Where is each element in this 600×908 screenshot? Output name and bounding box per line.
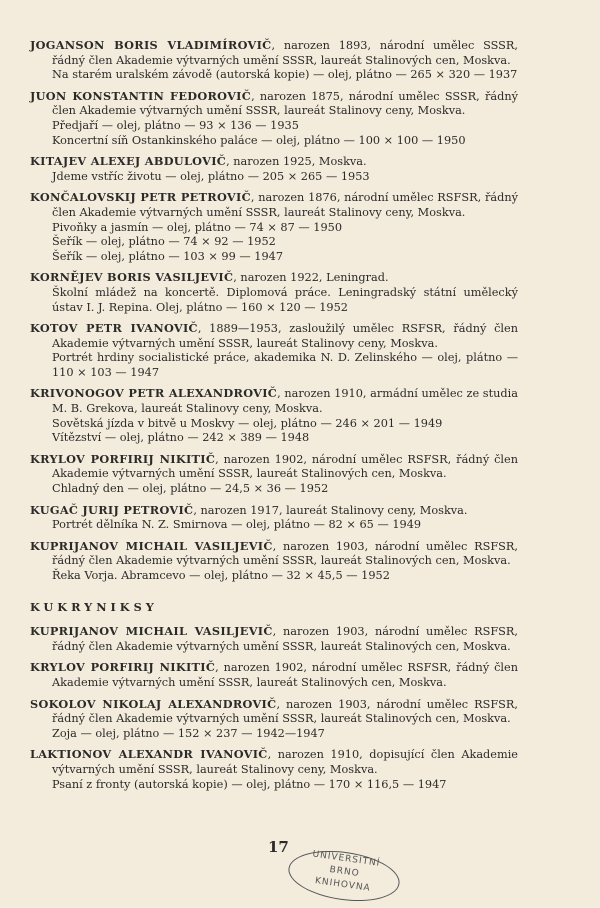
artist-name: KITAJEV ALEXEJ ABDULOVIČ xyxy=(30,154,227,169)
artist-entry xyxy=(30,503,518,533)
artist-name: LAKTIONOV ALEXANDR IVANOVIČ xyxy=(30,747,268,762)
artwork-line: Koncertní síň Ostankinského paláce — olej, plátno — 100 × 100 — 1950 xyxy=(52,133,466,147)
artist-entry xyxy=(30,624,518,654)
artwork-line: Školní mládež na koncertě. Diplomová práce. Leningradský státní umělecký ústav I. J. Repina. Olej, plátno — 160 × 120 — 1952 xyxy=(52,285,518,314)
artist-bio: , narozen 1902, národní umělec RSFSR, řádný člen Akademie výtvarných umění SSSR, laureát Stalinových cen, Moskva. xyxy=(52,661,519,689)
artwork-line: Portrét hrdiny socialistické práce, akademika N. D. Zelinského — olej, plátno — 110 × 103 — 1947 xyxy=(52,351,518,379)
artist-heading xyxy=(30,539,518,569)
artist-name: KOTOV PETR IVANOVIČ xyxy=(30,321,198,336)
artist-entry xyxy=(30,270,518,315)
section-title: KUKRYNIKSY xyxy=(30,599,158,614)
artist-heading xyxy=(30,660,518,690)
artwork-line: Pivoňky a jasmín — olej, plátno — 74 × 87 — 1950 xyxy=(52,220,343,234)
artwork-line: Předjaří — olej, plátno — 93 × 136 — 1935 xyxy=(52,118,299,132)
artist-name: KUPRIJANOV MICHAIL VASILJEVIČ xyxy=(30,624,273,639)
artist-bio: , narozen 1903, národní umělec RSFSR, řádný člen Akademie výtvarných umění SSSR, laureát Stalinových cen, Moskva. xyxy=(52,625,519,653)
artist-heading xyxy=(30,321,518,351)
stamp-line-1: UNIVERSITNÍ xyxy=(311,849,381,869)
artist-name: KRIVONOGOV PETR ALEXANDROVIČ xyxy=(30,386,278,401)
page-number: 17 xyxy=(268,838,289,856)
stamp-line-3: KNIHOVNA xyxy=(314,876,372,894)
artist-heading xyxy=(30,38,518,68)
artist-entry xyxy=(30,697,518,742)
artist-name: KUGAČ JURIJ PETROVIČ xyxy=(30,502,194,517)
artist-bio: , 1889—1953, zasloužilý umělec RSFSR, řádný člen Akademie výtvarných umění SSSR, laureát Stalinovy ceny, Moskva. xyxy=(52,322,518,350)
artist-heading xyxy=(30,270,518,286)
artist-entry xyxy=(30,154,518,184)
artwork-line: Zoja — olej, plátno — 152 × 237 — 1942—1947 xyxy=(52,726,325,740)
artist-name: KRYLOV PORFIRIJ NIKITIČ xyxy=(30,660,216,675)
artist-heading xyxy=(30,697,518,727)
artist-bio: , narozen 1902, národní umělec RSFSR, řádný člen Akademie výtvarných umění SSSR, laureát Stalinových cen, Moskva. xyxy=(52,452,519,481)
artist-heading xyxy=(30,452,518,482)
artist-entry xyxy=(30,660,518,690)
artist-bio: , narozen 1903, národní umělec RSFSR, řádný člen Akademie výtvarných umění SSSR, laureát Stalinových cen, Moskva. xyxy=(52,697,518,726)
artwork-line: Portrét dělníka N. Z. Smirnova — olej, plátno — 82 × 65 — 1949 xyxy=(52,518,422,532)
artist-bio: , narozen 1917, laureát Stalinovy ceny, Moskva. xyxy=(193,503,468,517)
artwork-line: Psaní z fronty (autorská kopie) — olej, plátno — 170 × 116,5 — 1947 xyxy=(52,777,447,791)
artist-heading xyxy=(30,89,518,119)
section-entries xyxy=(30,624,518,792)
library-stamp xyxy=(285,844,403,907)
artist-entry xyxy=(30,386,518,445)
artwork-line: Šeřík — olej, plátno — 74 × 92 — 1952 xyxy=(52,235,276,249)
artwork-line: Řeka Vorja. Abramcevo — olej, plátno — 32 × 45,5 — 1952 xyxy=(52,569,390,582)
artist-name: KRYLOV PORFIRIJ NIKITIČ xyxy=(30,451,216,466)
artist-heading xyxy=(30,624,518,654)
artwork-line: Vítězství — olej, plátno — 242 × 389 — 1948 xyxy=(52,431,310,445)
artwork-line: Šeřík — olej, plátno — 103 × 99 — 1947 xyxy=(52,249,284,263)
artist-heading xyxy=(30,154,518,170)
artist-entry xyxy=(30,747,518,792)
artist-heading xyxy=(30,190,518,220)
artwork-line: Jdeme vstříc životu — olej, plátno — 205 × 265 — 1953 xyxy=(52,169,370,183)
artist-name: SOKOLOV NIKOLAJ ALEXANDROVIČ xyxy=(30,696,277,711)
artist-heading xyxy=(30,503,518,519)
artist-name: KUPRIJANOV MICHAIL VASILJEVIČ xyxy=(30,538,273,553)
artist-entries xyxy=(30,38,518,584)
catalog-page xyxy=(30,38,518,798)
artist-name: KORNĚJEV BORIS VASILJEVIČ xyxy=(30,270,234,285)
artist-name: JOGANSON BORIS VLADIMÍROVIČ xyxy=(30,38,272,52)
artist-bio: , narozen 1922, Leningrad. xyxy=(233,271,389,285)
artist-bio: , narozen 1876, národní umělec RSFSR, řádný člen Akademie výtvarných umění SSSR, laureát Stalinovy ceny, Moskva. xyxy=(52,191,518,219)
artwork-line: Na starém uralském závodě (autorská kopie) — olej, plátno — 265 × 320 — 1937 xyxy=(52,68,518,82)
artist-entry xyxy=(30,190,518,264)
artist-entry xyxy=(30,38,518,83)
artist-bio: , narozen 1903, národní umělec RSFSR, řádný člen Akademie výtvarných umění SSSR, laureát Stalinových cen, Moskva. xyxy=(52,539,519,568)
artist-bio: , narozen 1910, dopisující člen Akademie výtvarných umění SSSR, laureát Stalinovy ceny, Moskva. xyxy=(52,748,518,776)
artist-entry xyxy=(30,452,518,497)
artist-heading xyxy=(30,386,518,416)
artist-name: KONČALOVSKIJ PETR PETROVIČ xyxy=(30,190,251,205)
artwork-line: Chladný den — olej, plátno — 24,5 × 36 — 1952 xyxy=(52,482,329,496)
artist-bio: , narozen 1875, národní umělec SSSR, řádný člen Akademie výtvarných umění SSSR, laureát Stalinovy ceny, Moskva. xyxy=(52,89,518,118)
artist-heading xyxy=(30,747,518,777)
stamp-line-2: BRNO xyxy=(328,864,361,880)
artist-entry xyxy=(30,321,518,380)
artwork-line: Sovětská jízda v bitvě u Moskvy — olej, plátno — 246 × 201 — 1949 xyxy=(52,416,443,430)
artist-bio: , narozen 1893, národní umělec SSSR, řádný člen Akademie výtvarných umění SSSR, laureát Stalinových cen, Moskva. xyxy=(52,39,518,67)
artist-entry xyxy=(30,539,518,584)
artist-entry xyxy=(30,89,518,148)
artist-bio: , narozen 1910, armádní umělec ze studia M. B. Grekova, laureát Stalinovy ceny, Moskva. xyxy=(52,387,518,416)
artist-bio: , narozen 1925, Moskva. xyxy=(226,155,367,169)
artist-name: JUON KONSTANTIN FEDOROVIČ xyxy=(30,88,252,103)
